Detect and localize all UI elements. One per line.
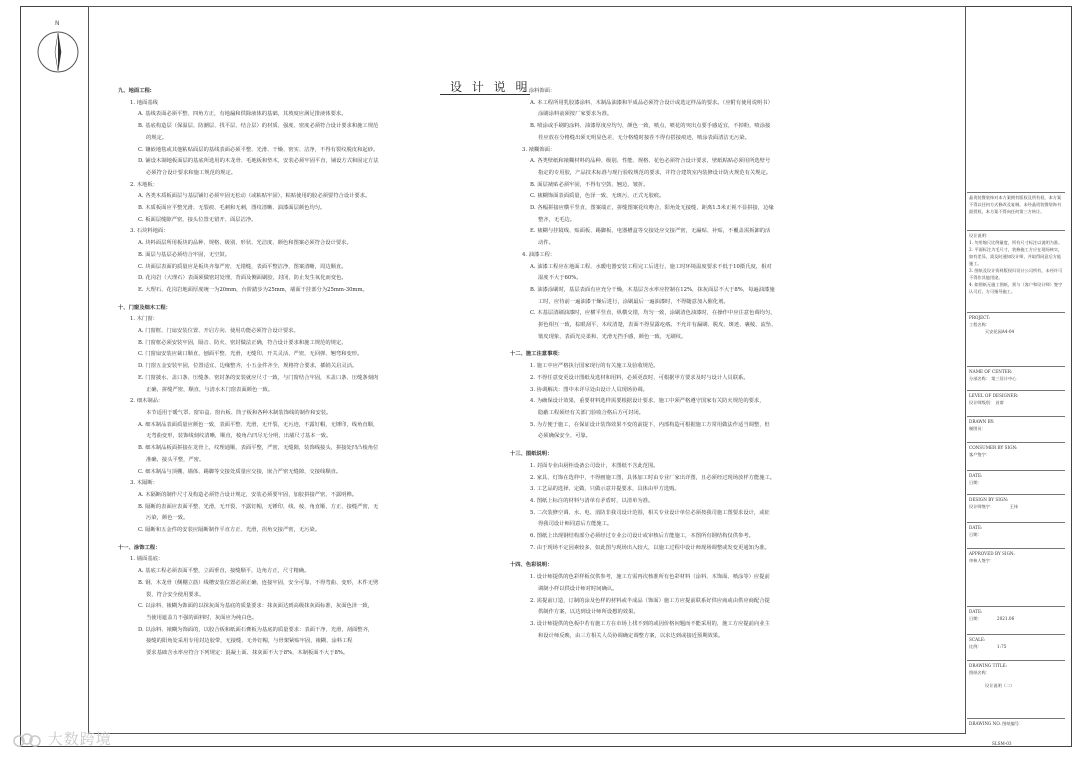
note-line: C. 镶嵌地毯或其他粘贴面层的基线表面必须平整、光滑、干燥、密实、洁净，不得有裂纹脱皮和起砂。	[138, 146, 379, 153]
note-line: D. 各幅拼接应横平竖直，图案端正，拼缝图案花纹吻合，阳角处无接缝，距离1.5米正视不显拼接，边缘	[530, 205, 774, 212]
note-line: 1. 墙面基底：	[130, 556, 164, 563]
note-line: 的规定。	[146, 134, 168, 141]
note-line: 1. 地面基线	[130, 99, 158, 106]
note-line: 裂，符合安全使用要求。	[146, 591, 205, 598]
note-line: 调制小样以供设计师对时间确认。	[538, 585, 618, 592]
project-label: PROJECT:	[969, 315, 991, 320]
designer-label-cn: 设计师级别：	[969, 400, 995, 405]
note-line: 2. 细木制品：	[130, 398, 164, 405]
note-line: 3. 木隔断：	[130, 480, 158, 487]
note-line: A. 基线表面必须平整、四角方正，有地漏和供除液体的基础，其坡度应满足排液体要求。	[138, 111, 347, 118]
date3-value: 2021.06	[996, 616, 1015, 621]
notes-column-left	[118, 86, 448, 660]
design-sign-cell	[967, 494, 1065, 520]
north-label: N	[55, 20, 60, 27]
note-line: C. 细木制品与顶棚、墙体、踢脚等交接处质量应交接，嵌合严密无缝隙，交接线顺直。	[138, 468, 342, 475]
note-line: 必须符合设计要求和施工规范的规定。	[146, 169, 237, 176]
project-label-cn: 工程名称：	[969, 322, 990, 327]
date3-label: DATE:	[969, 609, 983, 614]
copyright-note: 晶贵装暨装饰对本方案拥有版权及所有权，本方案不得以任何方式修改及复制。未经晶贵装暨装饰书面授权，本方案不得向任何第三方转让。	[967, 192, 1065, 228]
note-line: 2. 涂料饰面：	[522, 88, 556, 94]
date2-label: DATE:	[969, 525, 983, 530]
note-line: A. 细木制品表面质量应颜色一致，表面平整、光滑，无开裂，无污迹，不露钉帽，无锤印，线角直顺，	[138, 421, 379, 428]
north-arrow-icon	[36, 30, 80, 74]
note-line: A. 本工程所用乳胶漆涂料、木制品油漆和半成品必须符合设计或选定样品的要求。（应附有使用说明书）	[530, 99, 773, 106]
drawing-no-cell	[967, 718, 1065, 734]
note-line: C. 裱糊饰面表面质量，色泽一致，无斑污，正式无胶痕。	[530, 193, 665, 200]
note-line: 3. 裱糊饰面：	[522, 146, 556, 153]
note-line: C. 板面层缝隙严密，接头位置无错开、面层洁净。	[138, 216, 257, 223]
note-line: 当使用遮盖力不强的面料时，灰面应为纯白色。	[146, 614, 258, 621]
drawing-title-label: DRAWING TITLE:	[969, 663, 1008, 668]
note-line: 1. 设计师提供的色彩样板仅供参考，施工方需再次核准所有色彩材料（涂料、木饰面、喷涂等）应提前	[530, 574, 770, 581]
section-heading: 十四、色彩说明：	[510, 562, 553, 569]
consumer-label-cn: 客户签字：	[969, 452, 990, 457]
note-line: A. 各类壁纸和裱糊材料的品种、级别、性能、规格、花色必须符合设计要求，壁纸粘贴必须用所选壁号	[530, 158, 771, 165]
approved-sign-cell	[967, 548, 1065, 604]
title-block	[967, 6, 1065, 734]
note-line: 工时，应待前一遍油漆干燥后进行，涂刷最后一遍油漆时，不得随意加入催化剂。	[538, 298, 729, 305]
note-line: 得我司设计师同意后方能施工。	[538, 521, 613, 528]
section-heading: 十三、图纸说明：	[510, 451, 553, 458]
note-line: A. 块料面层所用板块的品种、规格、级别、形状、光洁度、颜色和图案必须符合设计要求。	[138, 240, 352, 247]
note-line: A. 各类木质板面层与基层铺钉必须牢固无松动（或粘贴牢固），粘贴使用的胶必须要符合设计要求。	[138, 193, 371, 200]
note-line: C. 木基层清刷油漆时，应横平竖直，纵横交错，均匀一致，涂刷清色油漆时，在操作中应注意色调均匀，	[530, 310, 776, 317]
note-line: B. 基底构造层（保温层、防潮层、找平层、结合层）的材质、强度、密度必须符合设计要求和施工规范	[138, 123, 379, 130]
drawing-no-label-cn: 图纸编号：	[1002, 721, 1024, 726]
note-line: A. 木隔断的制作尺寸及构造必须符合设计规定，安装必须要牢固，加胶拼接严密，不露明榫。	[138, 491, 358, 498]
note-line: A. 基底工程必须表面平整，立面垂直，接缝顺平，边角方正，尺寸精确。	[138, 568, 310, 575]
watermark	[12, 728, 112, 749]
note-line: 7. 由于现场不定因素较多，如此图与现场出入较大，以施工过程中设计师现场调整或发变更通知为准。	[530, 544, 770, 551]
design-note-line: 设计说明：	[969, 233, 990, 238]
project-value: 天安花园A4-04	[985, 329, 1015, 334]
note-line: 茬应放在分格缝出须无明显色差，无分格缝时接茬不得有搭接痕迹，喷涂表面清洁无污染。	[538, 134, 750, 141]
design-note-line: 3. 图纸及设计资料版权归设计公司所有，未经许可不得作其他用途。	[969, 268, 1063, 280]
note-line: 5. 为方便于施工，在保证设计装饰效果不变的前提下，内部构造可根据施工方常用做法作适当调整，但	[530, 421, 770, 428]
note-line: 4. 图纸上标注的材料与清单有矛盾时，以清单为准。	[530, 497, 654, 504]
scale-cell	[967, 634, 1065, 658]
note-line: D. 花岗岩（大理石）表面须做密封处理，背面及侧面刷胶，封闭，防止发生氧化而变色。	[138, 275, 347, 282]
note-line: 2. 需提前订造，订制的涂及色样的材料或半成品（饰面）施工方应提前联系好供应商或由供应商配合提	[530, 597, 770, 604]
note-line: 和设计师反映，由三方相关人员协调确定调整方案，以求达到或接近预期效果。	[538, 632, 724, 639]
note-line: 无弯曲变形，装饰线刻纹清晰，顺直，棱角凸凹尽无分明，出墙尺寸基本一致。	[146, 433, 332, 440]
note-line: D. 铺设木制地板面层的基底所选用的木龙骨、毛地板和垫木，安装必须牢固平直，铺设方式和固定方法	[138, 158, 379, 165]
note-line: 4. 油漆工程：	[522, 251, 556, 258]
date1-cell	[967, 470, 1065, 492]
note-line: 2. 家具、灯饰在选样中，不得画施工图，具体加工时由专业厂家出详图，且必须经过现场放样方能施工。	[530, 474, 776, 481]
drawn-by-cell	[967, 416, 1065, 440]
note-line: A. 门窗框、门扇安装位置、开启方向、使用功能必须符合设计要求。	[138, 328, 299, 335]
design-note-line: 1. 勿用缩尺比例量度，所有尺寸标注以说明为准。	[969, 240, 1063, 245]
drawn-label: DRAWN BY:	[969, 419, 995, 424]
consumer-sign-cell	[967, 442, 1065, 468]
note-line: 6. 图纸上出现钢结构部分必须经过专业公司设计或审核后方能施工，本图所有钢结构仅供参考。	[530, 533, 754, 540]
note-line: 接缝的阳角处采用专用封边胶带，无接缝、无外钉帽，与骨架紧贴牢固，裱糊、涂料工程	[146, 638, 353, 645]
center-label-cn: 分部名称：	[969, 376, 990, 381]
drawing-no-value: SLSM-03	[992, 741, 1012, 746]
drawing-title-cell	[967, 660, 1065, 718]
note-line: 正确，拼缝严密，顺直，与清水木门窗表面颜色一致。	[146, 386, 274, 393]
drawing-title-value: 设计说明（二）	[985, 683, 1015, 688]
section-heading: 十二、施工注意事项：	[510, 351, 563, 358]
note-line: 1. 施工中应严格执行国家现行的有关施工及验收规范。	[530, 363, 659, 370]
consumer-label: CONSUMER BY SIGN:	[969, 445, 1018, 450]
note-line: C. 隔断和五金件的安装应隔断制作平直方正、光滑，拐角交接严密，无污染。	[138, 527, 321, 534]
section-heading: 十、门窗及细木工程：	[118, 304, 171, 311]
scale-value: 1:75	[996, 644, 1007, 649]
note-line: B. 油漆涂刷时，基层表面有应充分干燥，木基层含水率应控制在12%，抹灰面层不大于8%，每遍油漆施	[530, 286, 775, 293]
note-line: 指定的专用胶，产品技术标准与现行验收规范的要求，并符合建筑室内装修设计防火规范有关规定。	[538, 169, 772, 176]
note-line: B. 门窗框必须安装牢固，隔音、防火、密封做法正确，符合设计要求和施工规范的规定。	[138, 339, 347, 346]
approved-label: APPROVED BY SIGN:	[969, 551, 1015, 556]
note-line: C. 以涂料、裱糊为饰面的以抹灰面为基底的质量要求：抹灰面达到高级抹灰面标准，灰面色泽一致，	[138, 603, 374, 610]
note-line: 拼色相互一致，棕眼刮平，木纹清楚，表面不得显露疙瘩。不允许有漏刷、脱皮、斑迹、裹棱、流坠、	[538, 322, 777, 329]
note-line: 1. 封面专业由厨柜设备公司设计，本图纸不含此范围。	[530, 462, 659, 469]
watermark-logo-icon	[12, 733, 42, 747]
note-line: 本节适用于暖气罩、窗帘盒、窗台板、筒子板和各种木制装饰线的制作和安装。	[146, 409, 332, 416]
center-value: 第三设计中心	[991, 376, 1017, 381]
note-line: B. 喷涂或手刷的涂料、油漆厚度应均匀，颜色一致，喷点，喷花的突出点要手感适宜，不掉粉，喷涂接	[530, 123, 771, 130]
note-line: 3. 协调解决：图中未详尽处由设计人员现场协调。	[530, 386, 648, 393]
note-line: D. 以涂料、裱糊为饰面的，以胶合板和纸面石膏板为基底的质量要求：表面干净、光滑，刮面整齐，	[138, 626, 374, 633]
note-line: 准确，接头平整，严密。	[146, 456, 205, 463]
watermark-text: 大数跨境	[47, 730, 112, 748]
scale-label: SCALE:	[969, 637, 986, 642]
note-line: 供制作方案，以达到设计师所设想的效果。	[538, 609, 639, 616]
project-cell	[967, 312, 1065, 364]
date2-label-cn: 日期：	[969, 532, 982, 537]
note-line: C. 门窗扇安装应裁口顺直，刨面平整、光滑，无缝印，开关灵活、严密，无回弹、翘弯和变形。	[138, 351, 363, 358]
note-line: 1. 木门窗：	[130, 316, 158, 323]
note-line: 5. 二次装修空调、水、电、消防非我司设计范围，相关专业设计单位必须按我司施工图要求设计，或征	[530, 509, 770, 516]
design-sign-label-cn: 设计师签字：	[969, 504, 995, 509]
design-sign-value: 王伟	[1009, 504, 1018, 509]
section-heading: 九、地面工程:	[118, 88, 152, 94]
note-line: 4. 为确保设计效果，重要材料选样需要根据设计要求，施工中须严格遵守国家有关防火规范的要求，	[530, 398, 765, 405]
note-line: 3. 工艺品的选择、定做，只做示意并提要求，具体由甲方选购。	[530, 486, 680, 493]
note-line: B. 钢、木龙骨（侧棚立筋）线槽安装位置必须正确，连接牢固，安全可靠，不得弯曲、变形，木件无劈	[138, 579, 379, 586]
note-line: E. 大理石、花岗岩地面厚度统一为20mm，台阶踏步为25mm，墙面干挂部分为25mm-30mm。	[138, 286, 368, 293]
design-note-line: 4. 如图纸无施工图纸，须与（客户和设计师）签字认可后，方可指导施工。	[969, 282, 1063, 294]
note-line: 必须确保安全、可靠。	[538, 433, 591, 440]
center-cell	[967, 366, 1065, 388]
page-title: 设 计 说 明	[450, 80, 531, 94]
note-line: 要求基础含水率应符合下列规定：混凝土面、抹灰面不大于8%，木制板面不大于8%。	[146, 650, 349, 657]
note-line: B. 面层与基层必须结合牢固，无空鼓。	[138, 251, 231, 258]
section-heading: 十一、涂饰工程：	[118, 544, 161, 551]
note-line: A. 油漆工程应在地面工程、水暖电器安装工程完工后进行，施工时环境温度要求不低于10摄氏度，相对	[530, 263, 772, 270]
note-line: 皱皮现象，表面光亮柔和，光滑无挡手感，颜色一致，无刷纹。	[538, 333, 687, 340]
note-line: E. 门窗披水、盖口条、压缝条、密封条的安装就应尺寸一致，与门窗结合牢固，木盖口条、压缝条刻肉	[138, 374, 379, 381]
note-line: 湿度不大于60%。	[538, 275, 582, 282]
designer-label: LEVEL OF DESIGNER:	[969, 393, 1019, 398]
date3-cell	[967, 606, 1065, 632]
designer-level-cell	[967, 390, 1065, 414]
date3-label-cn: 日期：	[969, 616, 982, 621]
note-line: B. 隔断的表面应表面平整、光滑，无开裂，不露钉帽，无锤印，线、棱、角直顺，方正，接缝严密，无	[138, 503, 379, 510]
date1-label-cn: 日期：	[969, 480, 982, 485]
note-line: 污染，颜色一致。	[146, 515, 189, 522]
note-line: C. 块面层表面的质量应是板块齐靠严密，无错缝，表面平整洁净，图案清晰，周边顺直。	[138, 263, 347, 270]
drawing-title-label-cn: 图纸名称：	[969, 670, 990, 675]
approved-label-cn: 审核人签字：	[969, 558, 995, 563]
date2-cell	[967, 522, 1065, 546]
design-note-line: 2. 平面标注为毛尺寸，装修施工方应在现场核实，如有差异，需及时通知设计师，并取得同意后方能施工。	[969, 247, 1063, 266]
design-notes	[967, 230, 1065, 312]
drawn-label-cn: 制图员：	[969, 426, 986, 431]
note-line: 2. 木地板：	[130, 181, 158, 188]
note-line: 整齐，无毛边。	[538, 216, 576, 223]
note-line: 3. 设计师提供的色板中若有施工方在市场上找不到的或因价格问题而不能采用的，施工方应提前向业主	[530, 620, 770, 627]
note-line: B. 木质板面应平整光滑、无裂痕、毛刺和无刺，图纹清晰、油漆面层颜色均匀。	[138, 205, 326, 212]
note-line: 隐蔽工程须经有关部门验收合格后方可封闭。	[538, 409, 644, 416]
note-line: E. 裱糊与挂镜线、贴面板、踢脚板、电器槽盒等交接处应交接严密，无漏贴、补贴，不覆盖需拆卸的活	[530, 228, 771, 235]
center-label: NAME OF CENTER:	[969, 369, 1013, 374]
scale-label-cn: 比例：	[969, 644, 982, 649]
note-line: B. 细木制品板面拼接在龙骨上，纹理通顺，表面平整，严密，无缝隙，装饰线接头，拼接处凹凸棱角位	[138, 445, 379, 452]
note-line: D. 门窗五金安装牢固，位置适宜，边缘整齐，小五金件齐全，规格符合要求，插销关启灵活。	[138, 363, 358, 370]
date1-label: DATE:	[969, 473, 983, 478]
note-line: 动件。	[538, 240, 554, 247]
design-sign-label: DESIGN BY SIGN:	[969, 497, 1009, 502]
note-line: B. 面层裱贴必须牢固，不得有空鼓、翘边、皱折。	[530, 181, 649, 188]
note-line: 3. 石块料地面：	[130, 228, 169, 235]
drawing-no-label: DRAWING NO.	[969, 721, 1001, 726]
notes-column-right	[510, 86, 865, 642]
designer-value: 首席	[995, 400, 1004, 405]
note-line: 2. 不得任意变更设计图纸及选材和用料，必须更改时，可根据甲方要求及时与设计人员联系。	[530, 374, 749, 381]
note-line: 涂刷涂料前须按厂家要求为准。	[538, 111, 613, 118]
